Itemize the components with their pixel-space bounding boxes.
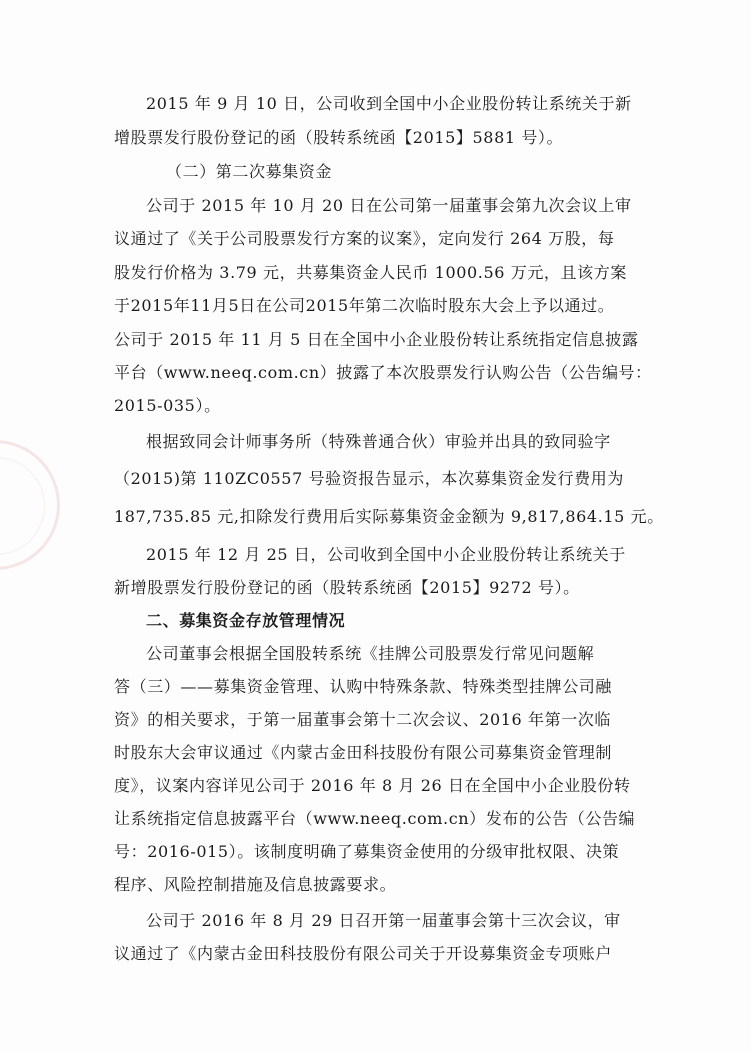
section-subheading: （二）第二次募集资金: [166, 162, 333, 181]
paragraph-line: 根据致同会计师事务所（特殊普通合伙）审验并出具的致同验字: [146, 432, 611, 451]
paragraph-line: 股发行价格为 3.79 元，共募集资金人民币 1000.56 万元，且该方案: [114, 263, 627, 282]
paragraph-line: （2015)第 110ZC0557 号验资报告显示，本次募集资金发行费用为: [114, 469, 624, 488]
paragraph-line: 号：2016-015）。该制度明确了募集资金使用的分级审批权限、决策: [114, 842, 620, 861]
paragraph-line: 议通过了《关于公司股票发行方案的议案》，定向发行 264 万股，每: [114, 229, 615, 248]
seal-stamp-partial: [0, 440, 60, 570]
section-heading: 二、募集资金存放管理情况: [146, 611, 346, 630]
paragraph-line: 2015 年 9 月 10 日，公司收到全国中小企业股份转让系统关于新: [146, 94, 632, 113]
paragraph-line: 时股东大会审议通过《内蒙古金田科技股份有限公司募集资金管理制: [114, 743, 613, 762]
paragraph-line: 新增股票发行股份登记的函（股转系统函【2015】9272 号）。: [114, 578, 580, 597]
paragraph-line: 度》，议案内容详见公司于 2016 年 8 月 26 日在全国中小企业股份转: [114, 776, 631, 795]
paragraph-line: 议通过了《内蒙古金田科技股份有限公司关于开设募集资金专项账户: [114, 944, 613, 963]
paragraph-line: 于2015年11月5日在公司2015年第二次临时股东大会上予以通过。: [114, 296, 615, 315]
paragraph-line: 187,735.85 元,扣除发行费用后实际募集资金金额为 9,817,864.15 元。: [114, 507, 664, 526]
paragraph-line: 2015-035）。: [114, 396, 221, 415]
paragraph-line: 公司董事会根据全国股转系统《挂牌公司股票发行常见问题解: [146, 644, 595, 663]
paragraph-line: 让系统指定信息披露平台（www.neeq.com.cn）发布的公告（公告编: [114, 809, 636, 828]
paragraph-line: 公司于 2015 年 11 月 5 日在全国中小企业股份转让系统指定信息披露: [114, 330, 639, 349]
paragraph-line: 公司于 2015 年 10 月 20 日在公司第一届董事会第九次会议上审: [146, 196, 632, 215]
paragraph-line: 2015 年 12 月 25 日，公司收到全国中小企业股份转让系统关于: [146, 545, 626, 564]
paragraph-line: 答（三）——募集资金管理、认购中特殊条款、特殊类型挂牌公司融: [114, 677, 613, 696]
paragraph-line: 程序、风险控制措施及信息披露要求。: [114, 875, 397, 894]
paragraph-line: 平台（www.neeq.com.cn）披露了本次股票发行认购公告（公告编号：: [114, 363, 652, 382]
paragraph-line: 资》的相关要求，于第一届董事会第十二次会议、2016 年第一次临: [114, 710, 612, 729]
paragraph-line: 公司于 2016 年 8 月 29 日召开第一届董事会第十三次会议，审: [146, 911, 621, 930]
paragraph-line: 增股票发行股份登记的函（股转系统函【2015】5881 号）。: [114, 128, 564, 147]
